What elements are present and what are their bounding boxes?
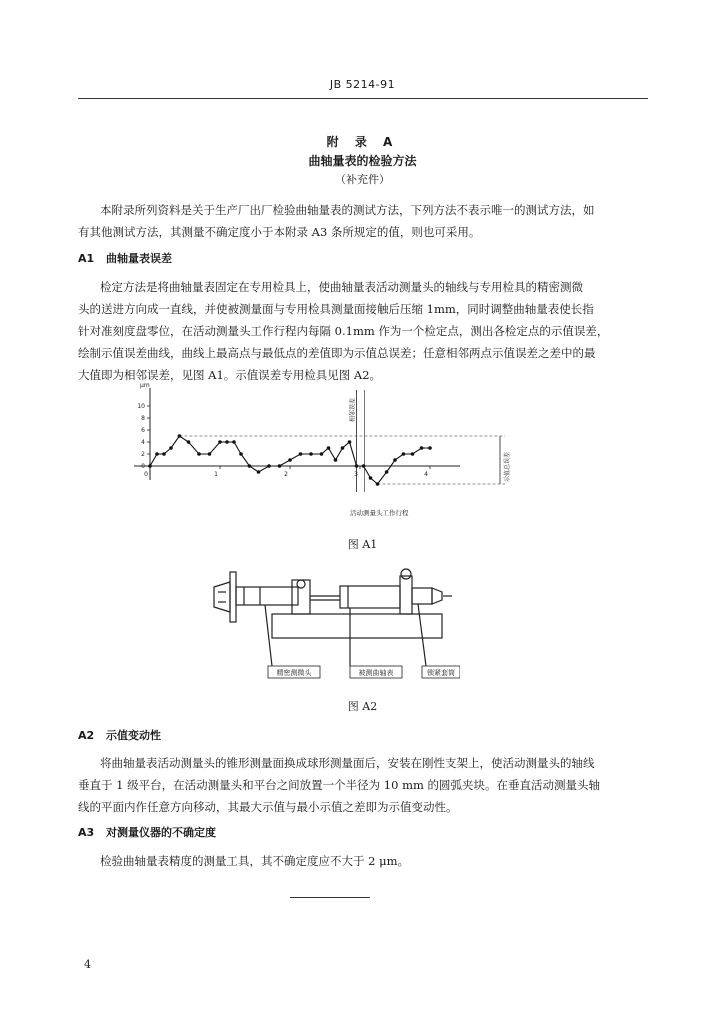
micrometer-barrel (236, 587, 298, 605)
data-point (278, 464, 282, 468)
body-line: 检定方法是将曲轴量表固定在专用检具上，使曲轴量表活动测量头的轴线与专用检具的精密测微 (100, 280, 583, 294)
data-point (393, 458, 397, 462)
section-a1-body (78, 276, 658, 386)
label-tested-gauge: 被测曲轴表 (358, 669, 394, 677)
x-tick-label: 2 (284, 471, 288, 478)
y-unit-label: μm (140, 382, 150, 389)
end-rule (290, 897, 370, 898)
label-total-error: 示值总误差 (504, 451, 511, 482)
section-number: A2 (78, 729, 95, 742)
y-tick-label: 4 (141, 439, 145, 446)
body-line: 线的平面内作任意方向移动，其最大示值与最小示值之差即为示值变动性。 (78, 800, 458, 814)
body-line: 大值即为相邻误差，见图 A1。示值误差专用检具见图 A2。 (78, 368, 382, 382)
data-point (239, 452, 243, 456)
data-point (411, 452, 415, 456)
data-point (327, 446, 331, 450)
x-tick-label: 3 (354, 471, 358, 478)
intro-line: 有其他测试方法，其测量不确定度小于本附录 A3 条所规定的值，则也可采用。 (78, 225, 481, 239)
label-locking-sleeve: 锁紧套筒 (427, 669, 455, 677)
data-point (369, 476, 373, 480)
section-a2-heading (78, 727, 161, 743)
body-line: 头的送进方向成一直线，并使被测量面与专用检具测量面接触后压缩 1mm，同时调整曲轴量表使长指 (78, 302, 594, 316)
data-point (197, 452, 201, 456)
y-tick-label: 6 (141, 427, 145, 434)
data-point (385, 470, 389, 474)
data-point (162, 452, 166, 456)
data-point (320, 452, 324, 456)
data-point (257, 470, 261, 474)
document-header: JB 5214-91 (329, 78, 396, 91)
body-line: 将曲轴量表活动测量头的锥形测量面换成球形测量面后，安装在刚性支架上，使活动测量头的轴线 (100, 756, 595, 770)
section-a3-body (78, 850, 658, 872)
data-point (428, 446, 432, 450)
flange (230, 572, 236, 622)
appendix-label: 附 录 A (326, 135, 399, 149)
y-tick-label: 0 (141, 463, 145, 470)
body-line: 检验曲轴量表精度的测量工具，其不确定度应不大于 2 μm。 (100, 854, 410, 868)
header-rule (78, 98, 648, 99)
x-tick-label: 4 (424, 471, 428, 478)
locking-sleeve (412, 588, 432, 604)
data-point (348, 440, 352, 444)
data-point (299, 452, 303, 456)
intro-paragraph (78, 199, 658, 243)
section-title: 曲轴量表误差 (106, 252, 172, 265)
data-point (148, 464, 152, 468)
label-micrometer-head: 精密测微头 (276, 669, 312, 677)
appendix-title: 曲轴量表的检验方法 (308, 154, 417, 168)
section-a3-heading (78, 824, 216, 840)
body-line: 绘制示值误差曲线，曲线上最高点与最低点的差值即为示值总误差；任意相邻两点示值误差之差中的最 (78, 346, 596, 360)
y-tick-label: 10 (137, 403, 145, 410)
data-point (267, 464, 271, 468)
section-number: A3 (78, 826, 95, 839)
figure-a2-diagram (200, 562, 460, 687)
page-number: 4 (84, 958, 91, 971)
data-point (155, 452, 159, 456)
section-title: 对测量仪器的不确定度 (106, 826, 216, 839)
data-point (309, 452, 313, 456)
intro-line: 本附录所列资料是关于生产厂出厂检验曲轴量表的测试方法，下列方法不表示唯一的测试方法，如 (100, 203, 595, 217)
data-point (169, 446, 173, 450)
label-adjacent-error: 相邻误差 (349, 397, 357, 422)
x-tick-label: 0 (144, 471, 148, 478)
section-number: A1 (78, 252, 95, 265)
data-point (248, 464, 252, 468)
data-point (208, 452, 212, 456)
data-point (334, 458, 338, 462)
body-line: 针对准刻度盘零位，在活动测量头工作行程内每隔 0.1mm 作为一个检定点，测出各检定点的示值误差， (78, 324, 609, 338)
data-point (420, 446, 424, 450)
gauge-body (340, 586, 400, 608)
data-point (402, 452, 406, 456)
data-point (218, 440, 222, 444)
data-point (225, 440, 229, 444)
x-tick-label: 1 (214, 471, 218, 478)
data-point (187, 440, 191, 444)
knob (214, 582, 230, 612)
y-tick-label: 8 (141, 415, 145, 422)
appendix-note: （补充件） (335, 173, 390, 186)
figure-a2-caption: 图 A2 (347, 700, 378, 713)
left-support (292, 580, 310, 614)
x-axis-caption: 活动测量头工作行程 (350, 509, 409, 517)
body-line: 垂直于 1 级平台，在活动测量头和平台之间放置一个半径为 10 mm 的圆弧夹块。在垂直活动测量头轴 (78, 778, 601, 792)
base-plate (272, 614, 442, 638)
y-tick-label: 2 (141, 451, 145, 458)
section-a2-body (78, 752, 658, 818)
figure-a1-caption: 图 A1 (347, 538, 378, 551)
figure-a1-chart (120, 380, 530, 525)
right-clamp (400, 576, 412, 614)
data-point (232, 440, 236, 444)
section-title: 示值变动性 (106, 729, 161, 742)
data-point (341, 446, 345, 450)
data-point (288, 458, 292, 462)
section-a1-heading (78, 250, 172, 266)
